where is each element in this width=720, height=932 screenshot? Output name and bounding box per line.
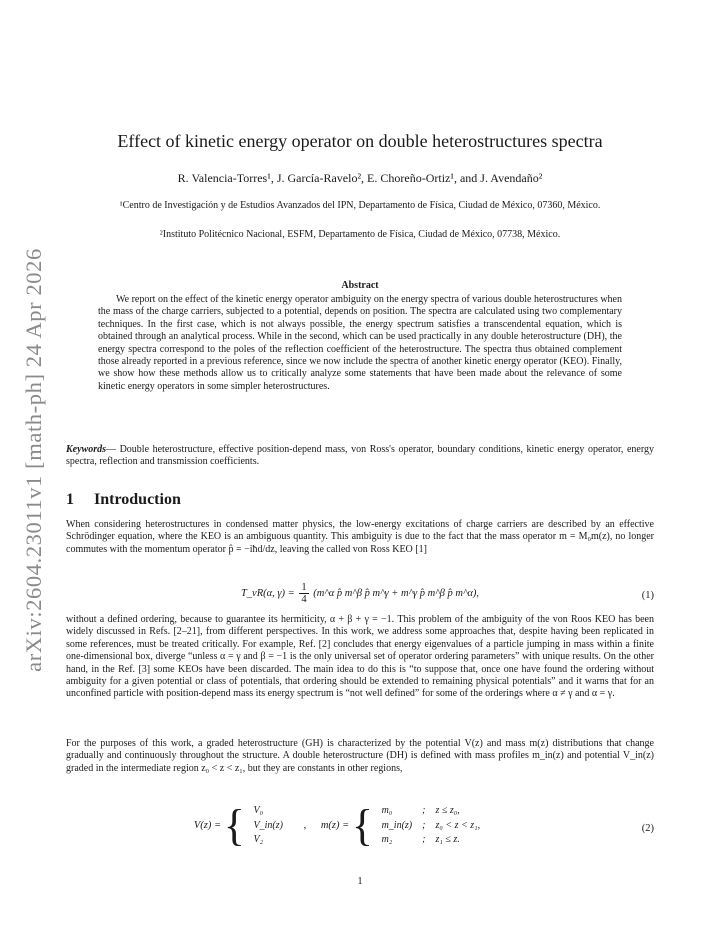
eq2-v-cases <box>247 803 288 849</box>
eq2-v-lhs: V(z) = <box>193 820 222 832</box>
eq1-denominator: 4 <box>301 594 307 605</box>
section-heading <box>66 491 181 509</box>
eq1-fraction <box>299 582 308 605</box>
keywords-label: Keywords <box>66 444 106 455</box>
eq1-rhs: (m^α p̂ m^β p̂ m^γ + m^γ p̂ m^β p̂ m^α), <box>313 587 480 599</box>
eq1-number: (1) <box>641 590 654 601</box>
equation-1 <box>66 580 654 610</box>
eq2-m-lhs: m(z) = <box>320 820 350 832</box>
eq2-semicolon: ; <box>422 834 426 845</box>
eq2-separator: , <box>303 820 307 832</box>
eq1-numerator: 1 <box>301 582 307 593</box>
keywords-text: — Double heterostructure, effective position-depend mass, von Ross's operator, boundary conditions, kinetic energy operator, energy spectra, reflection and transmission coefficients. <box>66 444 654 468</box>
affiliation-2: ²Instituto Politécnico Nacional, ESFM, Departamento de Física, Ciudad de México, 07738, México. <box>159 229 561 240</box>
keywords-paragraph <box>66 444 654 469</box>
eq2-v-case: V₀ <box>253 805 264 816</box>
arxiv-sidebar-stamp <box>14 250 54 670</box>
eq2-number: (2) <box>641 823 654 834</box>
paper-title: Effect of kinetic energy operator on double heterostructures spectra <box>117 131 603 151</box>
author-list: R. Valencia-Torres¹, J. García-Ravelo², E. Choreño-Ortiz¹, and J. Avendaño² <box>177 171 543 185</box>
eq2-m-cases <box>376 803 487 849</box>
eq2-m-case: m_in(z) <box>381 819 413 831</box>
eq1-lhs: T_vR(α, γ) = <box>240 587 295 599</box>
eq2-semicolon: ; <box>422 805 426 816</box>
eq2-semicolon: ; <box>422 819 426 831</box>
equation-2 <box>66 800 654 855</box>
affiliation-1: ¹Centro de Investigación y de Estudios Avanzados del IPN, Departamento de Física, Ciudad de México, 07360, México. <box>119 200 601 211</box>
eq2-v-case: V₂ <box>253 834 264 845</box>
abstract-heading: Abstract <box>341 280 379 291</box>
eq2-v-case: V_in(z) <box>253 819 283 831</box>
section-title: Introduction <box>94 491 181 508</box>
page-number: 1 <box>357 876 363 887</box>
arxiv-identifier: arXiv:2604.23011v1 [math-ph] 24 Apr 2026 <box>21 248 46 672</box>
eq2-condition: z ≤ z₀, <box>435 805 460 816</box>
eq2-condition: z₁ ≤ z. <box>435 834 460 845</box>
intro-paragraph-1: When considering heterostructures in condensed matter physics, the low-energy excitations of charge carriers are described by an effective Schrödinger equation, where the KEO is an ambiguous quantity. This ambiguity is due to the fact that the mass operator m = M₀m(z), no longer commutes with the momentum operator p̂ = −iħd/dz, leaving the called von Ross KEO [1] <box>66 519 654 555</box>
intro-paragraph-3: For the purposes of this work, a graded heterostructure (GH) is characterized by the potential V(z) and mass m(z) distributions that change gradually and continuously throughout the structure. A double heterostructure (DH) is defined with mass profiles m_in(z) and potential V_in(z) graded in the intermediate region z₀ < z < z₁, but they are constants in other regions, <box>66 738 654 774</box>
intro-paragraph-2: without a defined ordering, because to guarantee its hermiticity, α + β + γ = −1. This problem of the ambiguity of the von Roos KEO has been widely discussed in Refs. [2–21], from different perspectives. In this work, we address some approaches that, despite having been replicated in some references, must be treated critically. For example, Ref. [2] concludes that energy eigenvalues of a particle jumping in mass within a finite one-dimensional box, diverge “unless α = γ and β = −1 is the only universal set of operator ordering parameters” with unique results. On the other hand, in the Ref. [3] some KEOs have been discarded. The main idea to do this is “to suppose that, once one have found the ordering without ambiguity for a given potential or class of potentials, that ordering should be extended to remaining physical potentials” and it warns that for an unconfined particle with position-depend mass its energy spectrum is “not well defined” for some of the orderings where α ≠ γ and α = γ. <box>66 614 654 700</box>
eq2-condition: z₀ < z < z₁, <box>435 819 481 831</box>
section-number: 1 <box>66 491 74 508</box>
eq2-m-brace: { <box>351 800 373 850</box>
eq2-m-case: m₀ <box>381 805 393 816</box>
abstract-text: We report on the effect of the kinetic energy operator ambiguity on the energy spectra of various double heterostructures when the mass of the charge carriers, subjected to a potential, depends on position. The spectra are calculated using two complementary techniques. In the first case, which is not always possible, the energy spectrum satisfies a transcendental equation, which is obtained through an analytical process. While in the second, which can be used practically in any double heterostructure (DH), the energy spectra correspond to the poles of the reflection coefficient of the heterostructure. The spectra thus obtained complement those already reported in a previous reference, since we now include the spectra of another kinetic energy operator (KEO). Finally, we show how these methods allow us to critically analyze some statements that have been made about the relevance of some kinetic energy operators in some simpler heterostructures. <box>98 294 622 392</box>
eq2-m-case: m₂ <box>381 834 393 845</box>
eq2-v-brace: { <box>223 800 245 850</box>
